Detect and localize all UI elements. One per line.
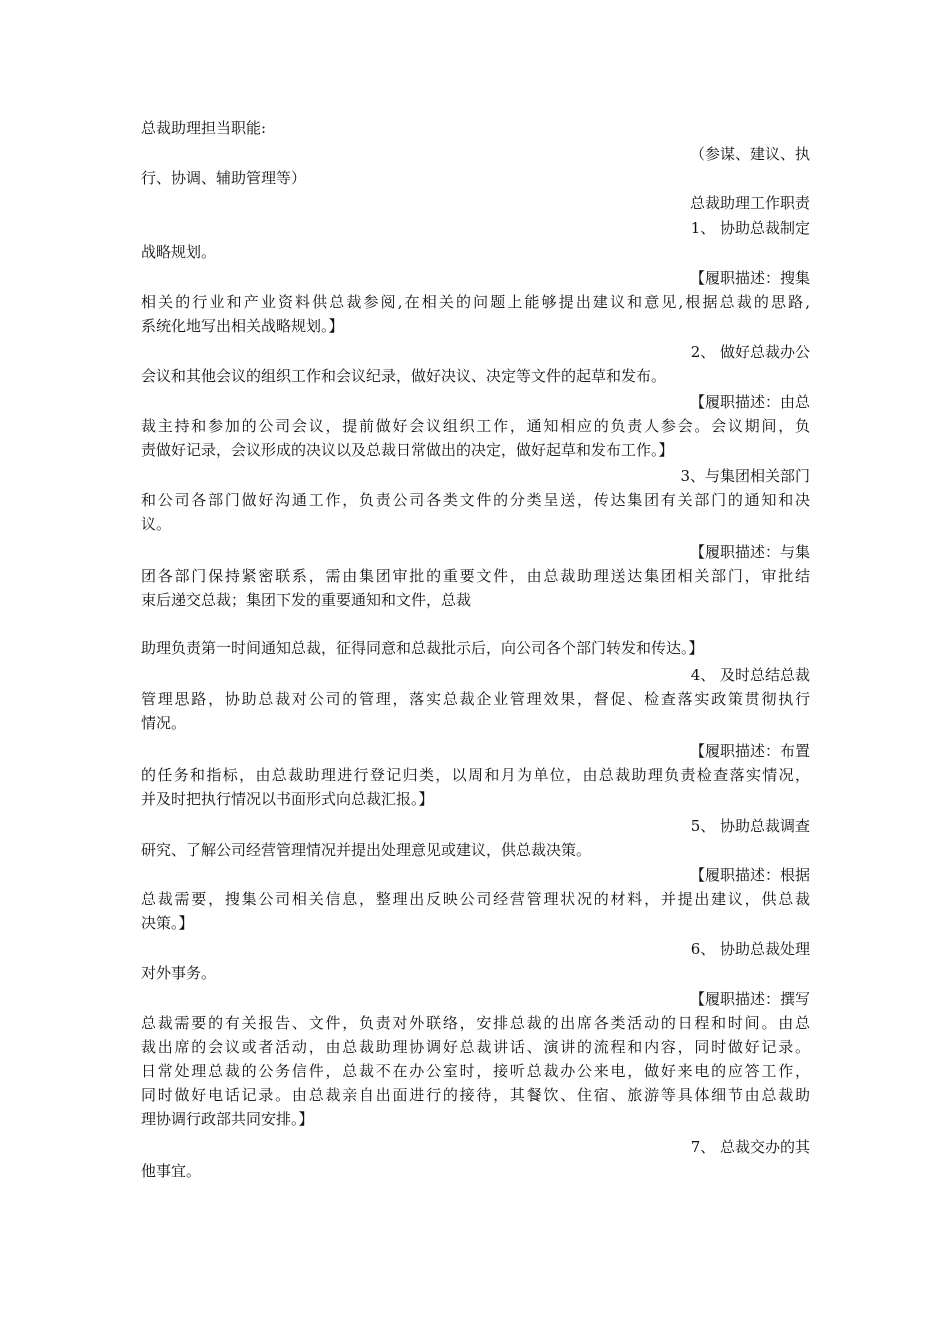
duty-item-5: 5、 协助总裁调查	[690, 817, 810, 835]
duty-item-7: 7、 总裁交办的其	[690, 1138, 810, 1156]
text-line: 团各部门保持紧密联系，需由集团审批的重要文件，由总裁助理送达集团相关部门，审批结	[141, 567, 810, 585]
text-line: 助理负责第一时间通知总裁，征得同意和总裁批示后，向公司各个部门转发和传达。】	[141, 639, 704, 657]
text-line: 情况。	[141, 714, 187, 732]
duty-description-label: 【履职描述：由总	[689, 393, 810, 411]
text-line: （参谋、建议、执	[689, 145, 810, 163]
text-line: 总裁需要的有关报告、文件，负责对外联络，安排总裁的出席各类活动的日程和时间。由总	[141, 1014, 810, 1032]
text-line: 相关的行业和产业资料供总裁参阅,在相关的问题上能够提出建议和意见,根据总裁的思路,	[141, 293, 810, 311]
text-line: 束后递交总裁；集团下发的重要通知和文件，总裁	[141, 591, 472, 609]
text-line: 并及时把执行情况以书面形式向总裁汇报。】	[141, 790, 434, 808]
text-line: 议。	[141, 515, 172, 533]
text-line: 日常处理总裁的公务信件，总裁不在办公室时，接听总裁办公来电，做好来电的应答工作，	[141, 1062, 810, 1080]
duty-item-1: 1、 协助总裁制定	[690, 219, 810, 237]
text-line: 裁出席的会议或者活动，由总裁助理协调好总裁讲话、演讲的流程和内容，同时做好记录。	[141, 1038, 810, 1056]
section-heading-functions: 总裁助理担当职能:	[141, 119, 267, 137]
text-line: 他事宜。	[141, 1162, 202, 1180]
duty-description-label: 【履职描述：布置	[689, 742, 810, 760]
text-line: 研究、了解公司经营管理情况并提出处理意见或建议，供总裁决策。	[141, 841, 592, 859]
text-line: 和公司各部门做好沟通工作，负责公司各类文件的分类呈送，传达集团有关部门的通知和决	[141, 491, 810, 509]
duty-item-4: 4、 及时总结总裁	[690, 666, 810, 684]
text-line: 责做好记录，会议形成的决议以及总裁日常做出的决定，做好起草和发布工作。】	[141, 441, 674, 459]
duty-description-label: 【履职描述：搜集	[689, 269, 810, 287]
text-line: 会议和其他会议的组织工作和会议纪录，做好决议、决定等文件的起草和发布。	[141, 367, 667, 385]
text-line: 管理思路，协助总裁对公司的管理，落实总裁企业管理效果，督促、检查落实政策贯彻执行	[141, 690, 810, 708]
text-line: 战略规划。	[141, 243, 217, 261]
duty-item-6: 6、 协助总裁处理	[690, 940, 810, 958]
text-line: 总裁需要，搜集公司相关信息，整理出反映公司经营管理状况的材料，并提出建议，供总裁	[141, 890, 810, 908]
section-heading-duties: 总裁助理工作职责	[689, 194, 810, 212]
duty-description-label: 【履职描述：根据	[689, 866, 810, 884]
text-line: 的任务和指标，由总裁助理进行登记归类，以周和月为单位，由总裁助理负责检查落实情况，	[141, 766, 810, 784]
duty-description-label: 【履职描述：撰写	[689, 990, 810, 1008]
duty-description-label: 【履职描述：与集	[689, 543, 810, 561]
text-line: 裁主持和参加的公司会议，提前做好会议组织工作，通知相应的负责人参会。会议期间，负	[141, 417, 810, 435]
text-line: 同时做好电话记录。由总裁亲自出面进行的接待，其餐饮、住宿、旅游等具体细节由总裁助	[141, 1086, 810, 1104]
duty-item-3: 3、与集团相关部门	[680, 467, 810, 485]
text-line: 对外事务。	[141, 964, 217, 982]
duty-item-2: 2、 做好总裁办公	[690, 343, 810, 361]
text-line: 决策。】	[141, 914, 194, 932]
text-line: 理协调行政部共同安排。】	[141, 1110, 314, 1128]
text-line: 系统化地写出相关战略规划。】	[141, 317, 344, 335]
text-line: 行、协调、辅助管理等）	[141, 169, 307, 187]
